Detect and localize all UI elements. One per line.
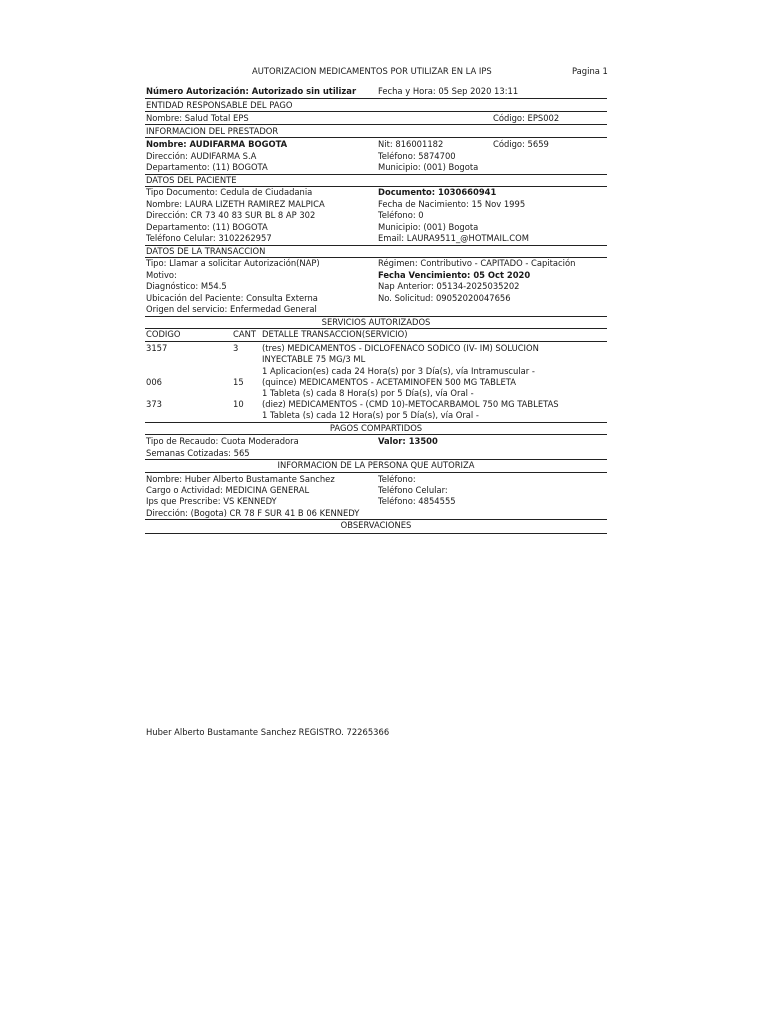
provider-address: Dirección: AUDIFARMA S.A [146,151,257,161]
provider-name: Nombre: AUDIFARMA BOGOTA [146,139,288,149]
signature-line: Huber Alberto Bustamante Sanchez REGISTRO. 72265366 [146,727,390,737]
patient-doc-type: Tipo Documento: Cedula de Ciudadania [146,187,313,197]
patient-name: Nombre: LAURA LIZETH RAMIREZ MALPICA [146,199,325,209]
service-dosage: 1 Tableta (s) cada 12 Hora(s) por 5 Día(s), vía Oral - [262,410,479,420]
provider-phone: Teléfono: 5874700 [378,151,456,161]
patient-department: Departamento: (11) BOGOTA [146,222,268,232]
authorizer-name: Nombre: Huber Alberto Bustamante Sanchez [146,474,335,484]
divider [145,124,607,125]
section-provider: INFORMACION DEL PRESTADOR [146,126,279,136]
transaction-prev-nap: Nap Anterior: 05134-2025035202 [378,281,520,291]
payment-value: Valor: 13500 [378,436,438,446]
col-header-detail: DETALLE TRANSACCION(SERVICIO) [262,329,408,339]
divider [145,533,607,534]
section-transaction: DATOS DE LA TRANSACCION [146,246,266,256]
authorizer-phone2: Teléfono: 4854555 [378,496,456,506]
section-patient: DATOS DEL PACIENTE [146,175,237,185]
service-detail: (tres) MEDICAMENTOS - DICLOFENACO SODICO (IV- IM) SOLUCION [262,343,539,353]
provider-code: Código: 5659 [493,139,549,149]
payment-type: Tipo de Recaudo: Cuota Moderadora [146,436,299,446]
patient-cell: Teléfono Celular: 3102262957 [146,233,272,243]
patient-municipality: Municipio: (001) Bogota [378,222,479,232]
authorization-number: Número Autorización: Autorizado sin utilizar [146,86,357,96]
divider [145,137,607,138]
authorizer-cell: Teléfono Celular: [378,485,448,495]
divider [145,341,607,342]
service-qty: 3 [233,343,239,353]
transaction-type: Tipo: Llamar a solicitar Autorización(NAP) [146,258,320,268]
service-dosage: 1 Aplicacion(es) cada 24 Hora(s) por 3 Día(s), vía Intramuscular - [262,366,535,376]
section-services: SERVICIOS AUTORIZADOS [321,317,431,327]
service-detail: INYECTABLE 75 MG/3 ML [262,354,366,364]
authorizer-ips: Ips que Prescribe: VS KENNEDY [146,496,277,506]
transaction-origin: Origen del servicio: Enfermedad General [146,304,317,314]
service-code: 3157 [146,343,168,353]
section-payments: PAGOS COMPARTIDOS [329,423,423,433]
patient-address: Dirección: CR 73 40 83 SUR BL 8 AP 302 [146,210,316,220]
payer-code: Código: EPS002 [493,113,560,123]
authorizer-phone: Teléfono: [378,474,416,484]
authorizer-role: Cargo o Actividad: MEDICINA GENERAL [146,485,310,495]
divider [145,98,607,99]
payment-weeks: Semanas Cotizadas: 565 [146,448,250,458]
transaction-diagnosis: Diagnóstico: M54.5 [146,281,227,291]
transaction-regime: Régimen: Contributivo - CAPITADO - Capitación [378,258,576,268]
provider-department: Departamento: (11) BOGOTA [146,162,268,172]
transaction-expiry: Fecha Vencimiento: 05 Oct 2020 [378,270,531,280]
service-code: 373 [146,399,162,409]
provider-nit: Nit: 816001182 [378,139,444,149]
payer-name: Nombre: Salud Total EPS [146,113,249,123]
divider [145,111,607,112]
service-detail: (quince) MEDICAMENTOS - ACETAMINOFEN 500 MG TABLETA [262,377,516,387]
section-authorizer: INFORMACION DE LA PERSONA QUE AUTORIZA [277,460,475,470]
transaction-reason: Motivo: [146,270,177,280]
service-qty: 10 [233,399,244,409]
authorization-datetime: Fecha y Hora: 05 Sep 2020 13:11 [378,86,519,96]
patient-phone: Teléfono: 0 [378,210,424,220]
transaction-request-no: No. Solicitud: 09052020047656 [378,293,511,303]
col-header-code: CODIGO [146,329,181,339]
service-detail: (diez) MEDICAMENTOS - (CMD 10)-METOCARBAMOL 750 MG TABLETAS [262,399,559,409]
section-observations: OBSERVACIONES [340,520,412,530]
patient-email: Email: LAURA9511_@HOTMAIL.COM [378,233,529,243]
patient-document: Documento: 1030660941 [378,187,497,197]
page-number: Pagina 1 [572,66,608,76]
divider [145,472,607,473]
col-header-qty: CANT [233,329,256,339]
service-qty: 15 [233,377,244,387]
provider-municipality: Municipio: (001) Bogota [378,162,479,172]
document-title: AUTORIZACION MEDICAMENTOS POR UTILIZAR EN LA IPS [252,66,492,76]
authorizer-address: Dirección: (Bogota) CR 78 F SUR 41 B 06 KENNEDY [146,508,360,518]
service-dosage: 1 Tableta (s) cada 8 Hora(s) por 5 Día(s), vía Oral - [262,388,474,398]
service-code: 006 [146,377,162,387]
section-payer: ENTIDAD RESPONSABLE DEL PAGO [146,100,293,110]
transaction-location: Ubicación del Paciente: Consulta Externa [146,293,318,303]
patient-birth: Fecha de Nacimiento: 15 Nov 1995 [378,199,526,209]
divider [145,434,607,435]
